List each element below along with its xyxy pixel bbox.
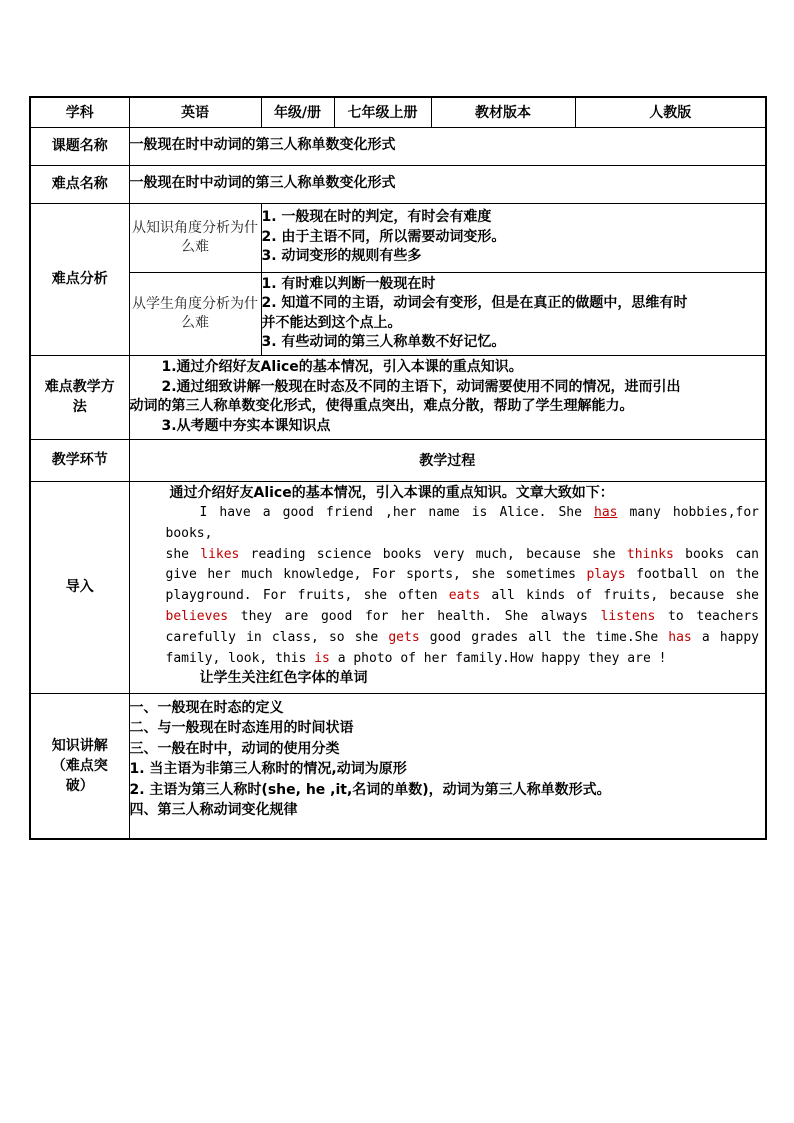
- analysis-knowledge-row: [30, 203, 766, 272]
- knowledge-line: 1. 当主语为非第三人称时的情况,动词为原形: [129, 761, 407, 778]
- process-header-row: [30, 439, 766, 481]
- highlighted-verb: is: [314, 650, 330, 666]
- knowledge-line: 四、第三人称动词变化规律: [129, 802, 298, 819]
- method-line: 1.通过介绍好友Alice的基本情况，引入本课的重点知识。: [161, 359, 523, 375]
- knowledge-row: [30, 693, 766, 839]
- intro-content: [129, 481, 766, 693]
- subject-value: 英语: [129, 97, 261, 127]
- student-angle-item: 3. 有些动词的第三人称单数不好记忆。: [261, 334, 506, 350]
- passage-line: family, look, this is a photo of her family.How happy they are !: [165, 650, 667, 666]
- intro-note: 让学生关注红色字体的单词: [199, 670, 368, 687]
- passage-line: she likes reading science books very much, because she thinks books can: [165, 546, 759, 562]
- passage-line: believes they are good for her health. She always listens to teachers: [165, 608, 759, 624]
- knowledge-line: 二、与一般现在时态连用的时间状语: [129, 720, 354, 737]
- analysis-label: 难点分析: [30, 203, 129, 355]
- intro-lead: 通过介绍好友Alice的基本情况，引入本课的重点知识。文章大致如下：: [169, 484, 614, 501]
- knowledge-line: 2. 主语为第三人称时(she, he ,it,名词的单数)，动词为第三人称单数形式。: [129, 781, 611, 798]
- passage-line: carefully in class, so she gets good grades all the time.She has a happy: [165, 629, 759, 645]
- highlighted-verb: eats: [448, 588, 481, 604]
- passage-line: I have a good friend ,her name is Alice. She has many hobbies,for books,: [165, 505, 759, 541]
- highlighted-verb: listens: [600, 608, 656, 624]
- highlighted-verb: likes: [200, 546, 240, 562]
- process-header-value: 教学过程: [129, 439, 766, 481]
- method-list: [129, 355, 766, 439]
- knowledge-label: 知识讲解（难点突破）: [30, 693, 129, 839]
- analysis-student-row: [30, 272, 766, 355]
- intro-passage: [130, 503, 766, 669]
- knowledge-line: 三、一般在时中，动词的使用分类: [129, 740, 340, 757]
- student-angle-list: [261, 272, 766, 355]
- student-angle-item: 2. 知道不同的主语，动词会有变形，但是在真正的做题中，思维有时: [261, 295, 688, 311]
- student-angle-item: 1. 有时难以判断一般现在时: [261, 275, 436, 292]
- topic-row: [30, 127, 766, 165]
- intro-label: 导入: [30, 481, 129, 693]
- lesson-plan-table: [29, 96, 767, 840]
- edition-label: 教材版本: [431, 97, 575, 127]
- knowledge-angle-item: 3. 动词变形的规则有些多: [261, 248, 422, 265]
- knowledge-angle-label: 从知识角度分析为什么难: [129, 203, 261, 272]
- knowledge-line: 一、一般现在时态的定义: [129, 699, 284, 716]
- knowledge-angle-list: [261, 203, 766, 272]
- process-header-label: 教学环节: [30, 439, 129, 481]
- student-angle-label: 从学生角度分析为什么难: [129, 272, 261, 355]
- method-label: 难点教学方法: [30, 355, 129, 439]
- highlighted-verb: gets: [388, 629, 420, 645]
- highlighted-verb: has: [668, 629, 692, 645]
- method-line: 2.通过细致讲解一般现在时态及不同的主语下，动词需要使用不同的情况，进而引出: [161, 378, 681, 395]
- topic-value: 一般现在时中动词的第三人称单数变化形式: [129, 127, 766, 165]
- passage-line: playground. For fruits, she often eats all kinds of fruits, because she: [165, 588, 760, 604]
- highlighted-verb: believes: [165, 608, 229, 624]
- student-angle-item: 并不能达到这个点上。: [261, 314, 402, 331]
- highlighted-verb: thinks: [626, 546, 674, 562]
- method-line: 3.从考题中夯实本课知识点: [161, 417, 331, 434]
- difficulty-row: [30, 165, 766, 203]
- knowledge-angle-item: 2. 由于主语不同，所以需要动词变形。: [261, 228, 506, 245]
- knowledge-angle-item: 1. 一般现在时的判定，有时会有难度: [261, 209, 492, 226]
- method-row: [30, 355, 766, 439]
- intro-row: [30, 481, 766, 693]
- method-line: 动词的第三人称单数变化形式，使得重点突出，难点分散，帮助了学生理解能力。: [129, 398, 634, 414]
- passage-line: give her much knowledge, For sports, she sometimes plays football on the: [165, 567, 759, 583]
- edition-value: 人教版: [575, 97, 766, 127]
- highlighted-verb: plays: [586, 567, 626, 583]
- grade-value: 七年级上册: [334, 97, 431, 127]
- header-row: [30, 97, 766, 127]
- topic-label: 课题名称: [30, 127, 129, 165]
- difficulty-label: 难点名称: [30, 165, 129, 203]
- subject-label: 学科: [30, 97, 129, 127]
- difficulty-value: 一般现在时中动词的第三人称单数变化形式: [129, 165, 766, 203]
- grade-label: 年级/册: [261, 97, 334, 127]
- knowledge-list: [129, 693, 766, 839]
- highlighted-verb: has: [594, 505, 618, 520]
